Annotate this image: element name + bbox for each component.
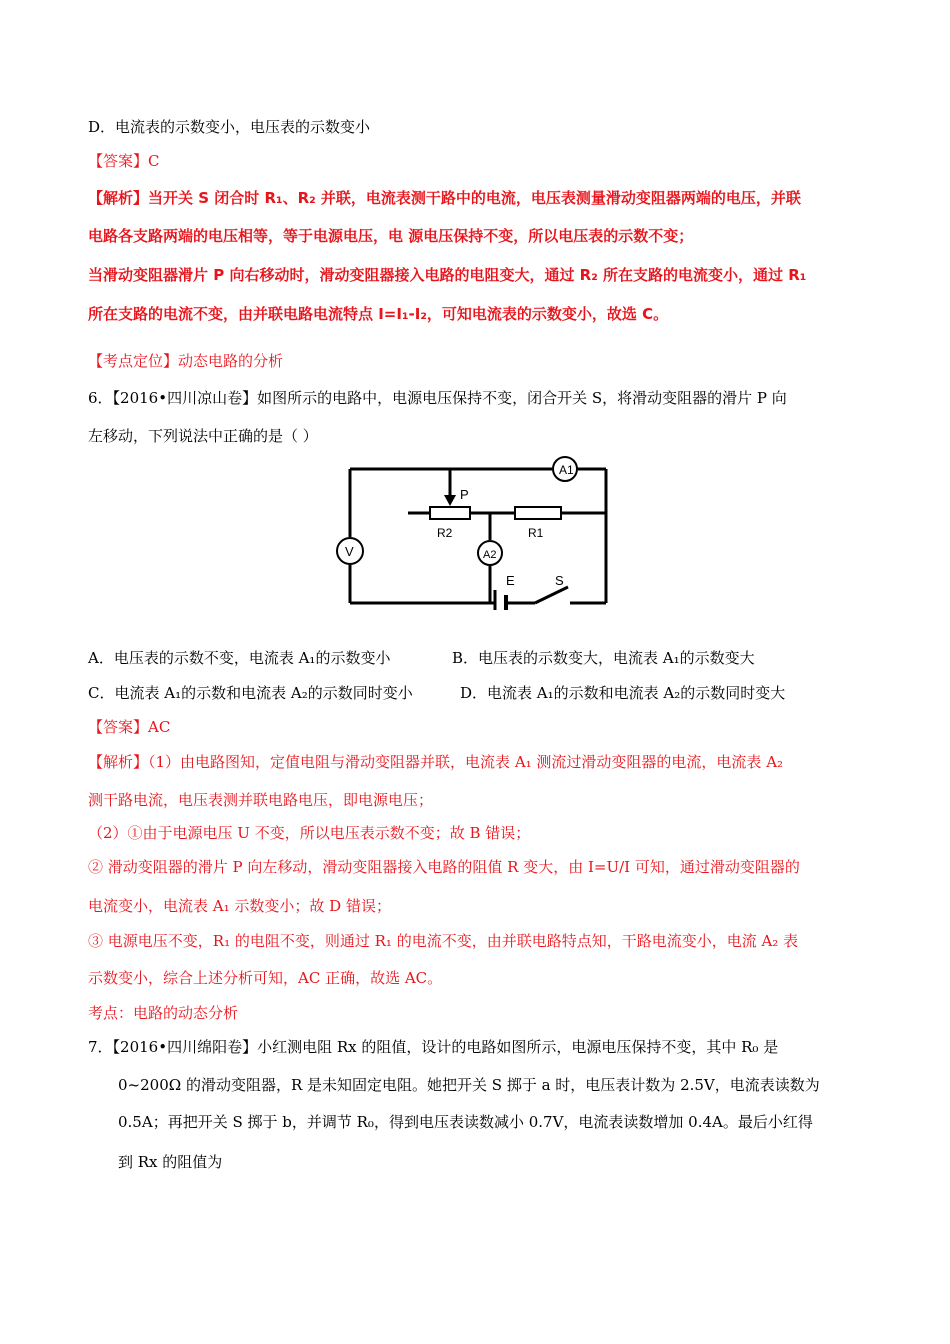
label-s: S bbox=[555, 573, 564, 588]
analysis-prev-line-3: 当滑动变阻器滑片 P 向右移动时，滑动变阻器接入电路的电阻变大，通过 R₂ 所在支路的电流变小，通过 R₁ bbox=[88, 266, 807, 284]
q6-analysis-line-5: 电流变小，电流表 A₁ 示数变小；故 D 错误； bbox=[88, 897, 391, 915]
q6-option-a: A．电压表的示数不变，电流表 A₁的示数变小 bbox=[88, 649, 391, 667]
q7-line-2: 0~200Ω 的滑动变阻器，R 是未知固定电阻。她把开关 S 掷于 a 时，电压表计数为 2.5V，电流表读数为 bbox=[118, 1076, 820, 1094]
label-p: P bbox=[460, 487, 469, 502]
q6-kaodian: 考点：电路的动态分析 bbox=[88, 1004, 239, 1022]
answer-prev: 【答案】C bbox=[88, 152, 160, 170]
label-e: E bbox=[506, 573, 515, 588]
option-d-prev: D．电流表的示数变小，电压表的示数变小 bbox=[88, 118, 371, 136]
q6-analysis-line-7: 示数变小，综合上述分析可知，AC 正确，故选 AC。 bbox=[88, 969, 443, 987]
q7-line-4: 到 Rx 的阻值为 bbox=[118, 1153, 223, 1171]
label-r2: R2 bbox=[437, 526, 453, 540]
q6-analysis-line-2: 测干路电流，电压表测并联电路电压，即电源电压； bbox=[88, 791, 434, 809]
label-a1: A1 bbox=[559, 463, 574, 477]
q6-analysis-line-4: ② 滑动变阻器的滑片 P 向左移动，滑动变阻器接入电路的阻值 R 变大，由 I=U/I 可知，通过滑动变阻器的 bbox=[88, 858, 800, 876]
q6-stem-line-2: 左移动，下列说法中正确的是（ ） bbox=[88, 427, 318, 445]
q6-analysis-line-6: ③ 电源电压不变，R₁ 的电阻不变，则通过 R₁ 的电流不变，由并联电路特点知，干路电流变小，电流 A₂ 表 bbox=[88, 932, 799, 950]
q6-option-b: B．电压表的示数变大，电流表 A₁的示数变大 bbox=[452, 649, 755, 667]
q6-stem-line-1: 6．【2016•四川凉山卷】如图所示的电路中，电源电压保持不变，闭合开关 S，将滑动变阻器的滑片 P 向 bbox=[88, 389, 787, 407]
q7-line-3: 0.5A；再把开关 S 掷于 b，并调节 R₀，得到电压表读数减小 0.7V，电流表读数增加 0.4A。最后小红得 bbox=[118, 1113, 813, 1131]
q6-analysis-line-1: 【解析】（1）由电路图知，定值电阻与滑动变阻器并联，电流表 A₁ 测流过滑动变阻器的电流，电流表 A₂ bbox=[88, 753, 784, 771]
label-a2: A2 bbox=[483, 549, 497, 561]
q6-option-c: C．电流表 A₁的示数和电流表 A₂的示数同时变小 bbox=[88, 684, 413, 702]
slider-arrow-icon bbox=[444, 495, 456, 506]
q6-analysis-line-3: （2）①由于电源电压 U 不变，所以电压表示数不变；故 B 错误； bbox=[88, 824, 531, 842]
analysis-prev-line-1: 【解析】当开关 S 闭合时 R₁、R₂ 并联，电流表测干路中的电流，电压表测量滑动变阻器两端的电压，并联 bbox=[88, 189, 801, 207]
label-r1: R1 bbox=[528, 526, 544, 540]
q6-circuit-diagram bbox=[330, 455, 620, 610]
label-v: V bbox=[345, 544, 354, 559]
analysis-prev-line-2: 电路各支路两端的电压相等，等于电源电压，电 源电压保持不变，所以电压表的示数不变； bbox=[88, 227, 694, 245]
q6-answer: 【答案】AC bbox=[88, 718, 171, 736]
q6-option-d: D．电流表 A₁的示数和电流表 A₂的示数同时变大 bbox=[460, 684, 786, 702]
analysis-prev-line-4: 所在支路的电流不变，由并联电路电流特点 I=I₁-I₂，可知电流表的示数变小，故选 C。 bbox=[88, 305, 669, 323]
q7-line-1: 7．【2016•四川绵阳卷】小红测电阻 Rx 的阻值，设计的电路如图所示，电源电压保持不变，其中 R₀ 是 bbox=[88, 1038, 779, 1056]
kaodian-prev: 【考点定位】动态电路的分析 bbox=[88, 352, 284, 370]
